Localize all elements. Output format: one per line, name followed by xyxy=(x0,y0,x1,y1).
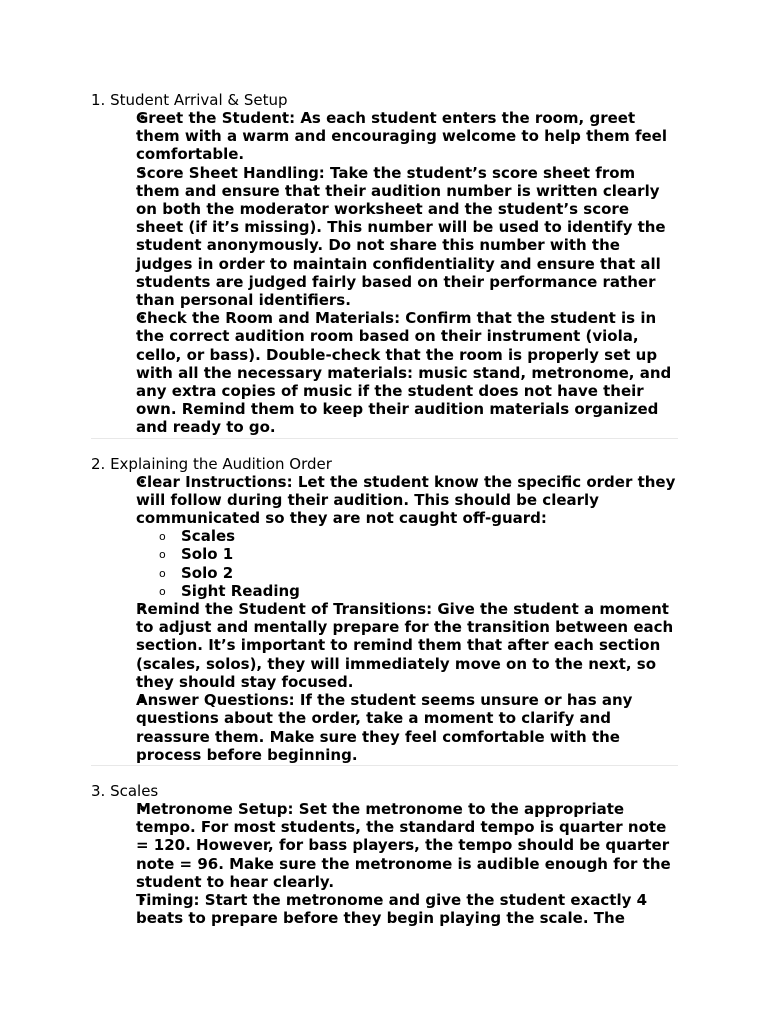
list-item: • Check the Room and Materials: Confirm that the student is in the correct audition room based on their instrument (viola, cello, or bass). Double-check that the room is properly set up with all the necessary materials: music stand, metronome, and any extra copies of music if the student does not have their own. Remind them to keep their audition materials organized and ready to go. xyxy=(91,309,681,436)
sub-list-item: o Sight Reading xyxy=(136,582,681,600)
bullet-list xyxy=(91,800,681,927)
document-page xyxy=(91,91,681,927)
list-item: • Timing: Start the metronome and give the student exactly 4 beats to prepare before they begin playing the scale. The xyxy=(91,891,681,927)
section-title: 3. Scales xyxy=(91,781,159,800)
list-item: • Greet the Student: As each student enters the room, greet them with a warm and encouraging welcome to help them feel comfortable. xyxy=(91,109,681,164)
sub-list-item: o Solo 2 xyxy=(136,564,681,582)
section-student-arrival xyxy=(91,91,681,439)
list-item: • Score Sheet Handling: Take the student’s score sheet from them and ensure that their audition number is written clearly on both the moderator worksheet and the student’s score sheet (if it’s missing). This number will be used to identify the student anonymously. Do not share this number with the judges in order to maintain confidentiality and ensure that all students are judged fairly based on their performance rather than personal identifiers. xyxy=(91,164,681,310)
list-item: • Remind the Student of Transitions: Give the student a moment to adjust and mentally prepare for the transition between each section. It’s important to remind them that after each section (scales, solos), they will immediately move on to the next, so they should stay focused. xyxy=(91,600,681,691)
sub-list-item: o Scales xyxy=(136,527,681,545)
section-audition-order xyxy=(91,455,681,766)
list-item: • Metronome Setup: Set the metronome to the appropriate tempo. For most students, the standard tempo is quarter note = 120. However, for bass players, the tempo should be quarter note = 96. Make sure the metronome is audible enough for the student to hear clearly. xyxy=(91,800,681,891)
bullet-list xyxy=(91,109,681,437)
sub-list-item: o Solo 1 xyxy=(136,545,681,563)
bullet-list xyxy=(91,473,681,764)
sub-list xyxy=(136,527,681,600)
list-item: • Clear Instructions: Let the student know the specific order they will follow during their audition. This should be clearly communicated so they are not caught off-guard: o Scales o Solo 1 o Solo 2 o Sight Reading xyxy=(91,473,681,600)
section-scales xyxy=(91,782,681,927)
list-item: • Answer Questions: If the student seems unsure or has any questions about the order, take a moment to clarify and reassure them. Make sure they feel comfortable with the process before beginning. xyxy=(91,691,681,764)
section-title: 2. Explaining the Audition Order xyxy=(91,454,332,473)
section-title: 1. Student Arrival & Setup xyxy=(91,91,288,109)
